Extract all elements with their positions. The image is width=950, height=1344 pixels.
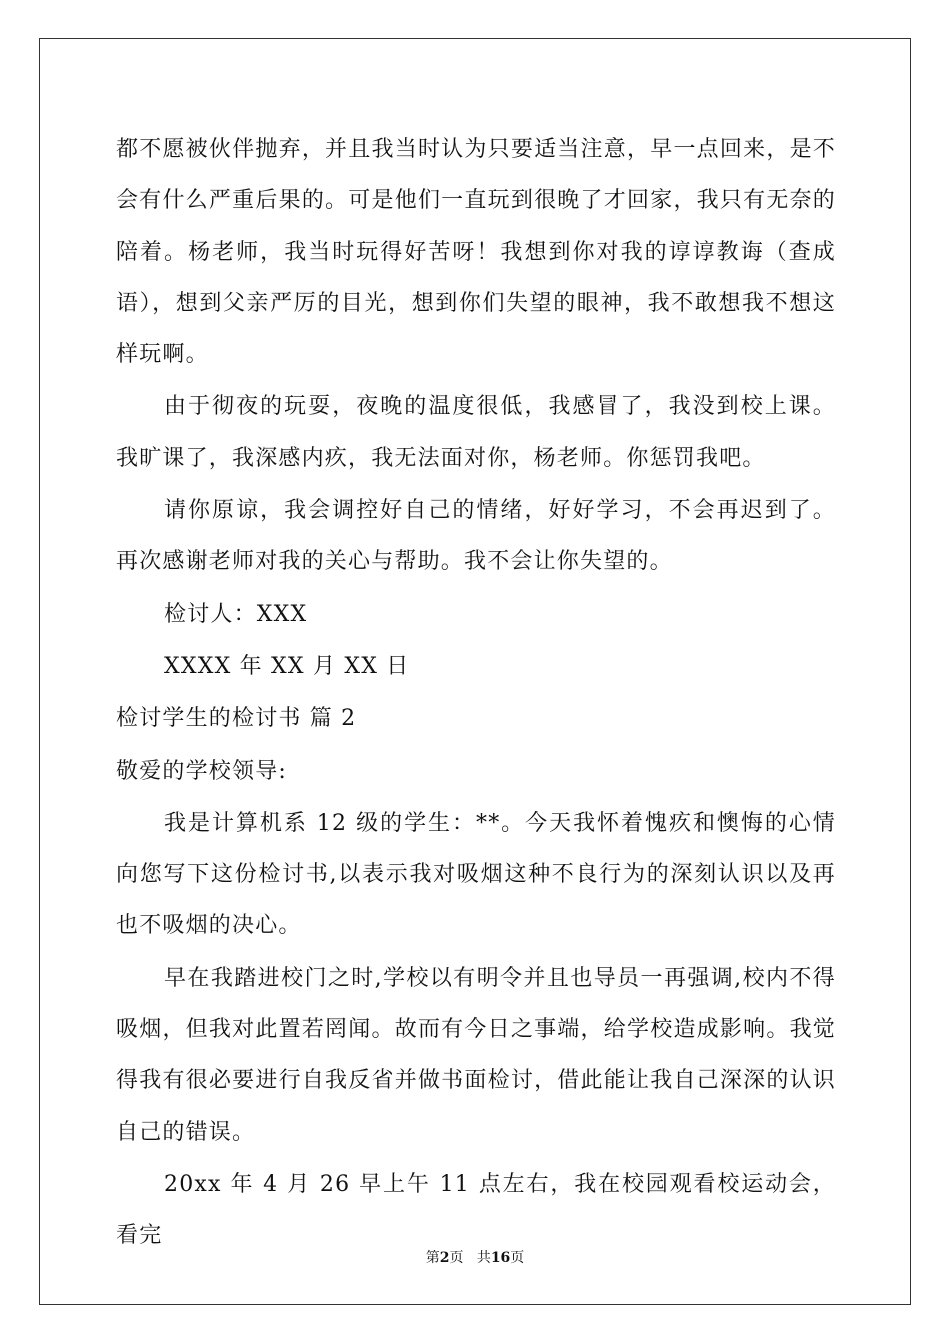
paragraph: 早在我踏进校门之时,学校以有明令并且也导员一再强调,校内不得吸烟，但我对此置若罔闻。故而有今日之事端，给学校造成影响。我觉得我有很必要进行自我反省并做书面检讨，借此能让我自己深深的认识自己的错误。 [116,965,836,1145]
current-page-number: 2 [439,1250,450,1266]
salutation: 敬爱的学校领导: [116,758,288,784]
paragraph: 都不愿被伙伴抛弃，并且我当时认为只要适当注意，早一点回来，是不会有什么严重后果的。可是他们一直玩到很晚了才回家，我只有无奈的陪着。杨老师，我当时玩得好苦呀！我想到你对我的谆谆教诲（查成语），想到父亲严厉的目光，想到你们失望的眼神，我不敢想我不想这样玩啊。 [116,137,836,368]
signature-line: 检讨人：XXX [164,601,308,627]
paragraph: 由于彻夜的玩耍，夜晚的温度很低，我感冒了，我没到校上课。我旷课了，我深感内疚，我无法面对你，杨老师。你惩罚我吧。 [116,394,836,471]
section-heading: 检讨学生的检讨书 篇 2 [116,706,357,732]
paragraph: 20xx 年 4 月 26 早上午 11 点左右，我在校园观看校运动会，看完 [116,1171,836,1249]
document-body [116,124,836,1263]
total-page-count: 16 [490,1250,511,1266]
footer-page-suffix: 页 [449,1250,464,1266]
footer-prefix: 第 [425,1250,440,1266]
paragraph: 请你原谅，我会调控好自己的情绪，好好学习，不会再迟到了。再次感谢老师对我的关心与帮助。我不会让你失望的。 [116,498,836,575]
paragraph: 我是计算机系 12 级的学生：**。今天我怀着愧疚和懊悔的心情向您写下这份检讨书,以表示我对吸烟这种不良行为的深刻认识以及再也不吸烟的决心。 [116,810,836,939]
footer-total-suffix: 页 [510,1250,525,1266]
footer-total-prefix: 共 [476,1250,491,1266]
page-footer [0,1247,950,1267]
date-line: XXXX 年 XX 月 XX 日 [164,653,410,679]
